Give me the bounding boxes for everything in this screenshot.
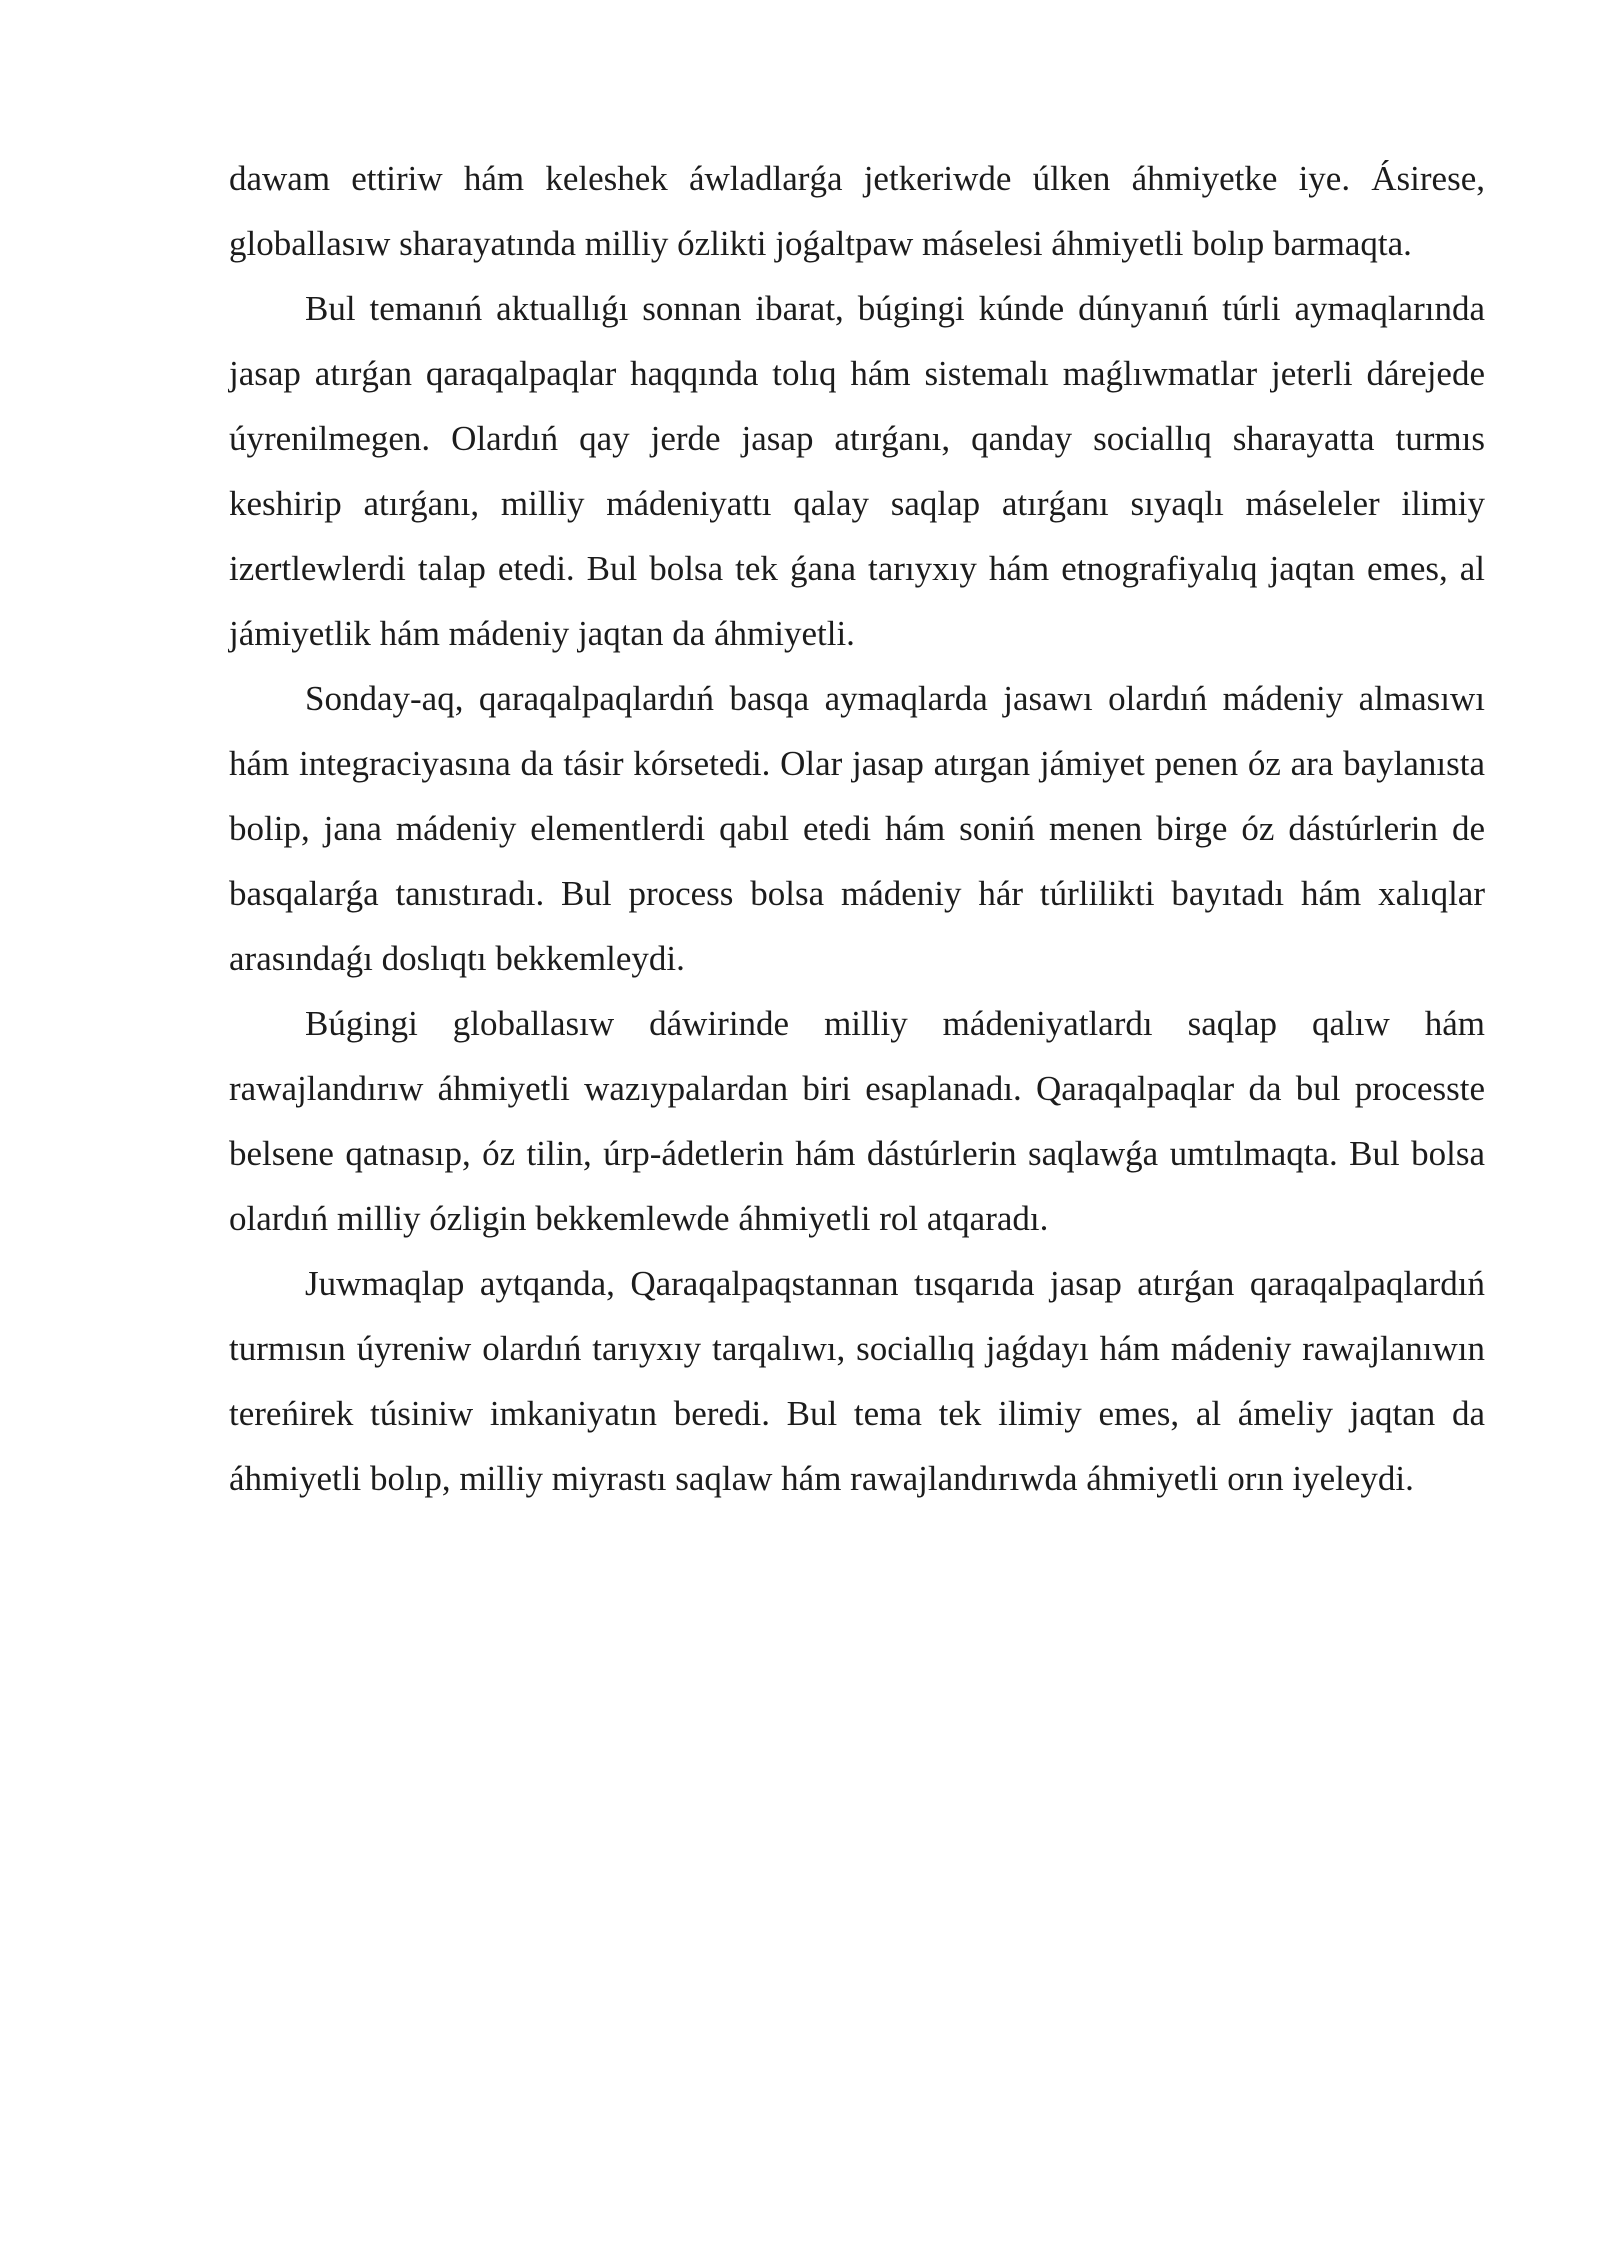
paragraph-cultural-exchange: Sonday-aq, qaraqalpaqlardıń basqa aymaqlarda jasawı olardıń mádeniy almasıwı hám integraciyasına da tásir kórsetedi. Olar jasap atırgan jámiyet penen óz ara baylanısta bolip, jana mádeniy elementlerdi qabıl etedi hám soniń menen birge óz dástúrlerin de basqalarǵa tanıstıradı. Bul process bolsa mádeniy hár túrlilikti bayıtadı hám xalıqlar arasındaǵı doslıqtı bekkemleydi.: [229, 679, 1485, 978]
paragraph-globalization: Búgingi globallasıw dáwirinde milliy mádeniyatlardı saqlap qalıw hám rawajlandırıw áhmiyetli wazıypalardan biri esaplanadı. Qaraqalpaqlar da bul processte belsene qatnasıp, óz tilin, úrp-ádetlerin hám dástúrlerin saqlawǵa umtılmaqta. Bul bolsa olardıń milliy ózligin bekkemlewde áhmiyetli rol atqaradı.: [229, 1004, 1485, 1238]
paragraph-topic-relevance: Bul temanıń aktuallıǵı sonnan ibarat, búgingi kúnde dúnyanıń túrli aymaqlarında jasap atırǵan qaraqalpaqlar haqqında tolıq hám sistemalı maǵlıwmatlar jeterli dárejede úyrenilmegen. Olardıń qay jerde jasap atırǵanı, qanday sociallıq sharayatta turmıs keshirip atırǵanı, milliy mádeniyattı qalay saqlap atırǵanı sıyaqlı máseleler ilimiy izertlewlerdi talap etedi. Bul bolsa tek ǵana tarıyxıy hám etnografiyalıq jaqtan emes, al jámiyetlik hám mádeniy jaqtan da áhmiyetli.: [229, 289, 1485, 653]
body-text: [229, 146, 1485, 1511]
paragraph-conclusion: Juwmaqlap aytqanda, Qaraqalpaqstannan tısqarıda jasap atırǵan qaraqalpaqlardıń turmısın úyreniw olardıń tarıyxıy tarqalıwı, sociallıq jaǵdayı hám mádeniy rawajlanıwın tereńirek túsiniw imkaniyatın beredi. Bul tema tek ilimiy emes, al ámeliy jaqtan da áhmiyetli bolıp, milliy miyrastı saqlaw hám rawajlandırıwda áhmiyetli orın iyeleydi.: [229, 1264, 1485, 1498]
paragraph-continuation: dawam ettiriw hám keleshek áwladlarǵa jetkeriwde úlken áhmiyetke iye. Ásirese, globallasıw sharayatında milliy ózlikti joǵaltpaw máselesi áhmiyetli bolıp barmaqta.: [229, 159, 1485, 263]
